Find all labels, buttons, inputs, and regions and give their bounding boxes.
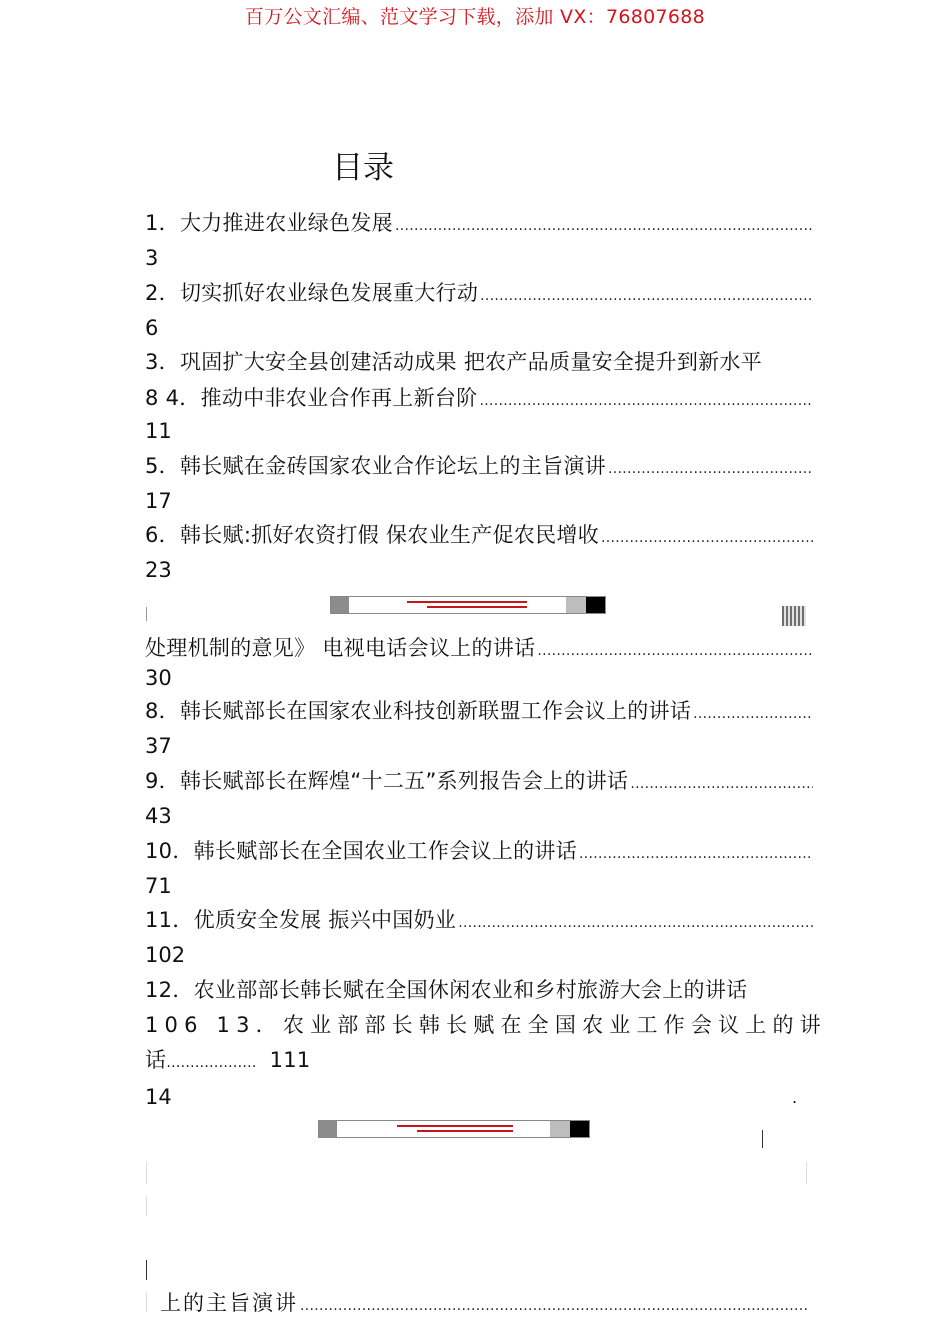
dot-leader — [693, 707, 813, 721]
toc-entry[interactable] — [145, 1050, 311, 1071]
page-break-bar — [318, 1120, 590, 1138]
toc-entry-label: 8．韩长赋部长在国家农业科技创新联盟工作会议上的讲话 — [145, 699, 692, 723]
toc-page-number: 102 — [145, 943, 186, 967]
dot-leader — [458, 916, 813, 930]
toc-entry-label: 上的主旨演讲 — [160, 1291, 298, 1315]
toc-entry-label: 11．优质安全发展 振兴中国奶业 — [145, 908, 457, 932]
dot-leader — [480, 289, 813, 303]
toc-entry[interactable] — [145, 456, 813, 477]
qr-code-icon — [782, 606, 806, 626]
toc-entry-label: 1．大力推进农业绿色发展 — [145, 211, 393, 235]
toc-entry[interactable]: 14 — [145, 1085, 172, 1109]
bar-cap-right — [566, 597, 586, 613]
toc-page-number: 6 — [145, 316, 159, 340]
toc-page-number: 43 — [145, 804, 172, 828]
toc-entry-label: 9．韩长赋部长在辉煌“十二五”系列报告会上的讲话 — [145, 769, 629, 793]
toc-entry[interactable] — [145, 701, 813, 722]
page-break-bar — [330, 596, 606, 614]
dot-leader — [630, 777, 813, 791]
toc-entry-label: 2．切实抓好农业绿色发展重大行动 — [145, 281, 479, 305]
toc-entry-label: 话 — [145, 1048, 167, 1072]
bar-cap-end — [586, 597, 605, 613]
toc-entry[interactable] — [145, 638, 813, 659]
margin-tick — [146, 1292, 147, 1312]
bar-red-line — [397, 1125, 513, 1127]
toc-page-number: 23 — [145, 558, 172, 582]
toc-page-number: 17 — [145, 489, 172, 513]
toc-page-number: 111 — [269, 1048, 311, 1072]
margin-tick — [146, 1162, 147, 1184]
toc-page-number: 3 — [145, 246, 159, 270]
toc-page-number: 71 — [145, 874, 172, 898]
toc-entry[interactable]: 106 13．农业部部长韩长赋在全国农业工作会议上的讲 — [145, 1013, 827, 1037]
toc-entry[interactable] — [145, 213, 813, 234]
bar-cap-right — [550, 1121, 570, 1137]
dot-leader — [608, 462, 813, 476]
margin-tick — [146, 1196, 147, 1216]
dot-leader — [480, 394, 814, 408]
dot-leader — [537, 644, 813, 658]
bar-red-line — [407, 601, 527, 603]
bar-cap-end — [570, 1121, 589, 1137]
toc-entry[interactable]: 3．巩固扩大安全县创建活动成果 把农产品质量安全提升到新水平 — [145, 350, 763, 374]
stray-dot: . — [792, 1088, 798, 1107]
toc-entry[interactable] — [145, 525, 813, 546]
margin-tick — [146, 607, 147, 621]
toc-page-number: 30 — [145, 666, 172, 690]
margin-tick — [146, 1260, 147, 1280]
bar-red-line — [427, 606, 527, 608]
bar-cap-left — [331, 597, 349, 613]
toc-entry[interactable] — [145, 388, 813, 409]
toc-entry-label: 6．韩长赋:抓好农资打假 保农业生产促农民增收 — [145, 523, 600, 547]
dot-leader: ................... — [166, 1055, 257, 1071]
toc-entry-label: 处理机制的意见》 电视电话会议上的讲话 — [145, 636, 536, 660]
promo-header: 百万公文汇编、范文学习下载，添加 VX：76807688 — [244, 6, 706, 28]
page-title: 目录 — [332, 150, 394, 186]
dot-leader — [579, 847, 813, 861]
bar-red-line — [417, 1130, 513, 1132]
margin-tick — [762, 1130, 763, 1148]
dot-leader — [601, 531, 813, 545]
dot-leader — [300, 1299, 808, 1313]
toc-page-number: 11 — [145, 419, 172, 443]
toc-entry-label: 5．韩长赋在金砖国家农业合作论坛上的主旨演讲 — [145, 454, 606, 478]
toc-entry[interactable] — [160, 1293, 808, 1314]
toc-page-number: 37 — [145, 734, 172, 758]
bar-cap-left — [319, 1121, 337, 1137]
toc-entry[interactable]: 12．农业部部长韩长赋在全国休闲农业和乡村旅游大会上的讲话 — [145, 978, 748, 1002]
margin-tick — [806, 1162, 807, 1184]
dot-leader — [395, 219, 813, 233]
toc-entry[interactable] — [145, 771, 813, 792]
toc-entry[interactable] — [145, 283, 813, 304]
toc-entry[interactable] — [145, 841, 813, 862]
toc-entry-label: 8 4．推动中非农业合作再上新台阶 — [145, 386, 478, 410]
toc-entry[interactable] — [145, 910, 813, 931]
toc-entry-label: 10．韩长赋部长在全国农业工作会议上的讲话 — [145, 839, 578, 863]
